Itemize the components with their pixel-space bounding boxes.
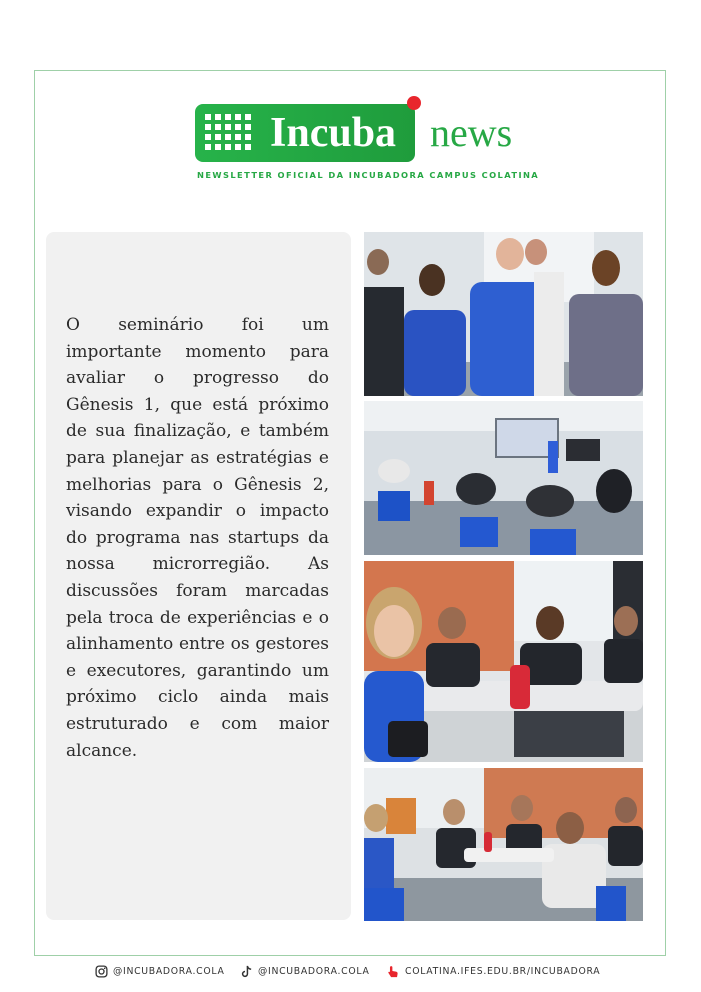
logo-word: Incuba [270,110,397,156]
pointer-hand-icon [387,965,400,978]
footer-website[interactable] [387,965,600,978]
logo-news-word: news [430,110,513,155]
footer [0,963,701,983]
tiktok-handle: @INCUBADORA.COLA [258,966,370,977]
article-body: O seminário foi um importante momento para avaliar o progresso do Gênesis 1, que está próximo de sua finalização, e também para planejar as estratégias e melhorias para o Gênesis 2, visando expandir o impacto do programa nas startups da nossa microrregião. As discussões foram marcadas pela troca de experiências e o alinhamento entre os gestores e executores, garantindo um próximo ciclo ainda mais estruturado e com maior alcance. [66,315,329,761]
photo-group-standing [364,232,643,396]
newsletter-tagline: NEWSLETTER OFICIAL DA INCUBADORA CAMPUS COLATINA [197,170,540,180]
photo-meeting-table [364,561,643,762]
photo-classroom [364,401,643,555]
logo-green-box [195,104,415,162]
instagram-handle: @INCUBADORA.COLA [113,966,225,977]
photo-group-discussion [364,768,643,921]
footer-tiktok[interactable] [240,965,370,978]
tiktok-icon [240,965,253,978]
footer-instagram[interactable] [95,965,225,978]
logo-red-dot [407,96,421,110]
website-url: COLATINA.IFES.EDU.BR/INCUBADORA [405,966,601,977]
incubadora-mark-icon [203,112,259,154]
instagram-icon [95,965,108,978]
